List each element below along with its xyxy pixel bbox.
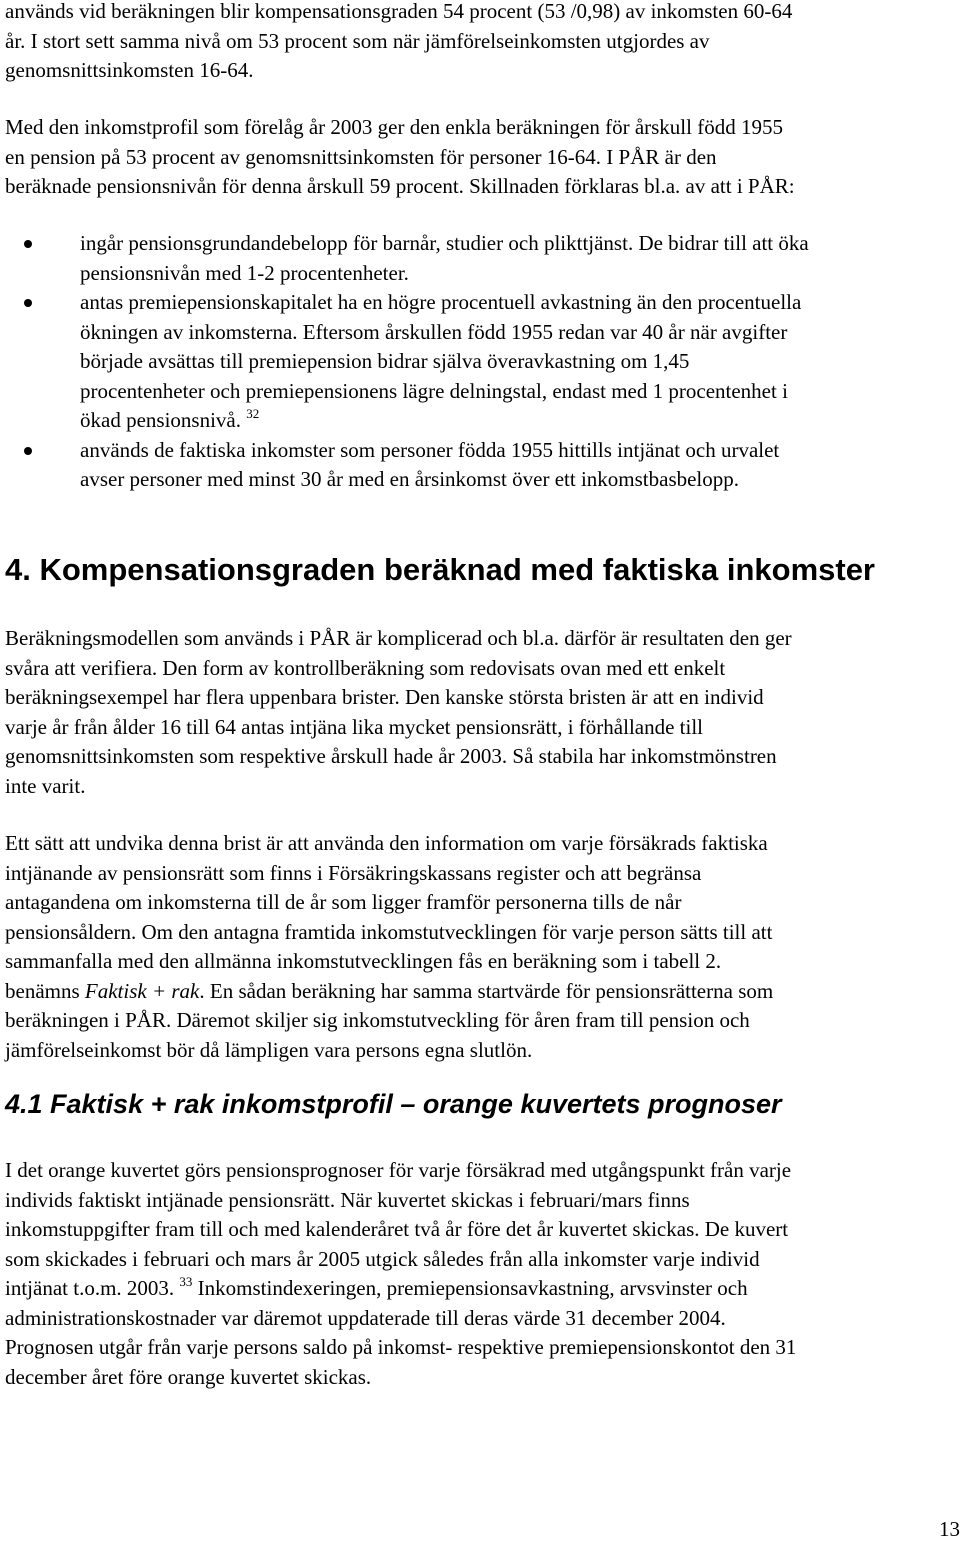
text-line: ingår pensionsgrundandebelopp för barnår, studier och plikttjänst. De bidrar till att öka (80, 231, 809, 255)
text-line: används de faktiska inkomster som personer födda 1955 hittills intjänat och urvalet (80, 437, 780, 462)
text-line: jämförelseinkomst bör då lämpligen vara persons egna slutlön. (5, 1037, 533, 1062)
text-line (5, 977, 955, 1007)
text-line: började avsättas till premiepension bidrar själva överavkastning om 1,45 (80, 349, 690, 373)
paragraph-pension-profile (5, 113, 955, 202)
text-line: avser personer med minst 30 år med en årsinkomst över ett inkomstbasbelopp. (80, 467, 740, 491)
text-line: år. I stort sett samma nivå om 53 procent som när jämförelseinkomsten utgjordes av (5, 28, 710, 53)
list-item (0, 288, 955, 436)
text-line: varje år från ålder 16 till 64 antas intjäna lika mycket pensionsrätt, i förhållande till (5, 714, 704, 739)
text-line: används vid beräkningen blir kompensationsgraden 54 procent (53 /0,98) av inkomsten 60-64 (5, 0, 793, 23)
text-line: genomsnittsinkomsten som respektive årskull hade år 2003. Så stabila har inkomstmönstren (5, 744, 777, 768)
page-number: 13 (939, 1517, 960, 1541)
bullet-icon (24, 447, 32, 455)
footnote-ref[interactable]: 33 (179, 1274, 193, 1289)
text-line: svåra att verifiera. Den form av kontrollberäkning som redovisats ovan med ett enkelt (5, 655, 726, 680)
text-line: inte varit. (5, 773, 86, 798)
text-fragment: . En sådan beräkning har samma startvärde för pensionsrätterna som (199, 978, 774, 1003)
text-line: en pension på 53 procent av genomsnittsinkomsten för personer 16-64. I PÅR är den (5, 144, 717, 169)
text-line (5, 1274, 955, 1304)
text-fragment: intjänat t.o.m. 2003. (5, 1276, 175, 1300)
text-line: Prognosen utgår från varje persons saldo på inkomst- respektive premiepensionskontot den 31 (5, 1335, 797, 1359)
text-line: inkomstuppgifter fram till och med kalenderåret två år före det år kuvertet skickas. De kuvert (5, 1217, 789, 1241)
text-line: antas premiepensionskapitalet ha en högre procentuell avkastning än den procentuella (80, 290, 802, 314)
text-line: procentenheter och premiepensionens lägre delningstal, endast med 1 procentenhet i (80, 378, 788, 403)
text-line: individs faktiskt intjänade pensionsrätt. När kuvertet skickas i februari/mars finns (5, 1187, 690, 1212)
text-line: beräkningsexempel har flera uppenbara brister. Den kanske största bristen är att en individ (5, 685, 764, 709)
text-line: Beräkningsmodellen som används i PÅR är komplicerad och bl.a. därför är resultaten den ger (5, 626, 792, 650)
text-line: administrationskostnader var däremot uppdaterade till deras värde 31 december 2004. (5, 1305, 726, 1330)
text-fragment: ökad pensionsnivå. (80, 408, 241, 432)
list-item (0, 229, 955, 288)
text-fragment: benämns (5, 978, 85, 1003)
footnote-ref[interactable]: 32 (246, 406, 260, 421)
section-heading-4: 4. Kompensationsgraden beräknad med faktiska inkomster (5, 552, 875, 587)
intro-paragraph (5, 0, 955, 86)
text-line: sammanfalla med den allmänna inkomstutvecklingen fås en beräkning som i tabell 2. (5, 949, 722, 973)
text-line: pensionsnivån med 1-2 procentenheter. (80, 260, 409, 285)
text-line: beräknade pensionsnivån för denna årskull 59 procent. Skillnaden förklaras bl.a. av att i PÅR: (5, 174, 795, 198)
list-item (0, 436, 955, 495)
paragraph-calculation-model (5, 624, 955, 801)
named-term: Faktisk + rak (84, 978, 200, 1003)
paragraph-actual-income (5, 829, 955, 1065)
text-line: beräkningen i PÅR. Däremot skiljer sig inkomstutveckling för åren fram till pension och (5, 1008, 750, 1032)
text-fragment: Inkomstindexeringen, premiepensionsavkastning, arvsvinster och (192, 1276, 748, 1300)
bullet-icon (24, 299, 32, 307)
text-line (80, 406, 955, 436)
text-line: som skickades i februari och mars år 2005 utgick således från alla inkomster varje individ (5, 1246, 760, 1271)
bullet-list (0, 229, 955, 495)
text-line: december året före orange kuvertet skickas. (5, 1364, 372, 1389)
text-line: intjänande av pensionsrätt som finns i Försäkringskassans register och att begränsa (5, 860, 702, 885)
text-line: ökningen av inkomsterna. Eftersom årskullen född 1955 redan var 40 år när avgifter (80, 319, 788, 344)
paragraph-orange-envelope (5, 1156, 955, 1392)
section-heading-4-1: 4.1 Faktisk + rak inkomstprofil – orange kuvertets prognoser (5, 1089, 782, 1119)
text-line: Ett sätt att undvika denna brist är att använda den information om varje försäkrads faktiska (5, 831, 768, 855)
text-line: Med den inkomstprofil som förelåg år 2003 ger den enkla beräkningen för årskull född 1955 (5, 115, 783, 139)
text-line: antagandena om inkomsterna till de år som ligger framför personerna tills de når (5, 890, 682, 914)
text-line: pensionsåldern. Om den antagna framtida inkomstutvecklingen för varje person sätts till att (5, 919, 773, 944)
text-line: I det orange kuvertet görs pensionsprognoser för varje försäkrad med utgångspunkt från varje (5, 1158, 792, 1182)
text-line: genomsnittsinkomsten 16-64. (5, 58, 254, 82)
bullet-icon (24, 240, 32, 248)
